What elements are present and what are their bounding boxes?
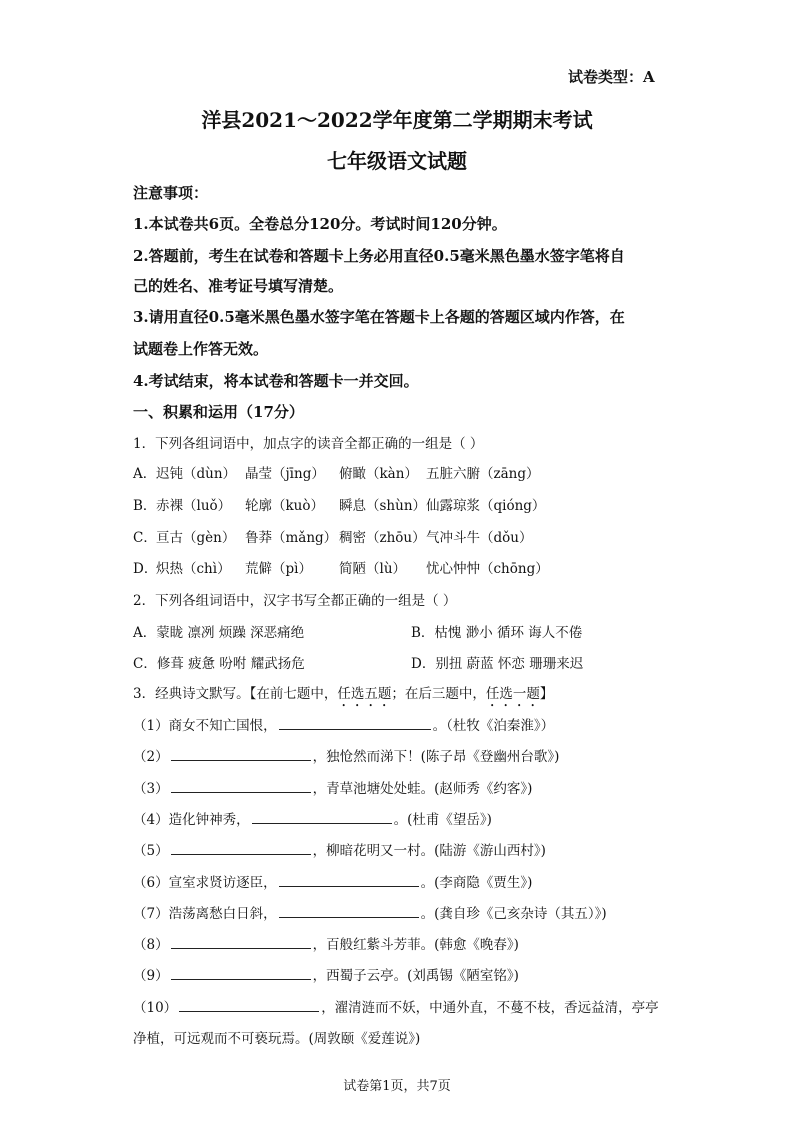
q3-line-1-text-b: 。（杜牧《泊秦淮》） [432, 718, 555, 734]
q1-option-d-word4: 忧心忡忡（chōng） [426, 561, 549, 577]
q3-line-2-text-b: ，独怆然而涕下！(陈子昂《登幽州台歌》) [312, 749, 560, 765]
q3-line-2-text-a: （2） [133, 749, 169, 765]
q1-option-a-label: A． [133, 466, 157, 482]
q3-line-3 [133, 777, 532, 797]
notice-heading: 注意事项： [133, 184, 209, 202]
q3-line-6-text-b: 。(李商隐《贾生》) [420, 875, 533, 891]
q3-line-5-text-a: （5） [133, 843, 169, 859]
q3-line-4 [133, 808, 492, 828]
q3-line-2 [133, 745, 559, 765]
q1-option-c-word3: 稠密（zhōu） [339, 530, 426, 546]
q3-line-8-text-a: （8） [133, 937, 169, 953]
q3-line-1 [133, 714, 554, 734]
q3-line-6 [133, 871, 532, 891]
notice-item-3b: 试题卷上作答无效。 [133, 340, 269, 358]
q3-line-9 [133, 964, 519, 984]
answer-blank[interactable] [171, 778, 311, 793]
q1-option-d-word3: 简陋（lù） [339, 561, 407, 577]
q3-line-10 [133, 996, 659, 1016]
q3-line-7-text-b: 。(龚自珍《己亥杂诗（其五）》) [420, 906, 607, 922]
q1-option-c [133, 526, 533, 546]
paper-type-label: 试卷类型：A [568, 68, 655, 86]
q1-option-b-word1: 赤裸（luǒ） [156, 498, 232, 514]
q3-line-10-cont: 净植，可远观而不可亵玩焉。(周敦颐《爱莲说》) [133, 1031, 421, 1047]
section-heading: 一、积累和运用（17分） [133, 403, 304, 421]
q3-line-1-text-a: （1）商女不知亡国恨， [133, 718, 277, 734]
q1-option-b-word4: 仙露琼浆（qióng） [426, 498, 546, 514]
q3-line-4-text-a: （4）造化钟神秀， [133, 812, 250, 828]
q3-line-3-text-b: ，青草池塘处处蛙。(赵师秀《约客》) [312, 781, 533, 797]
q2-option-d: D．别扭 蔚蓝 怀恋 珊珊来迟 [411, 656, 584, 672]
q1-option-c-word4: 气冲斗牛（dǒu） [426, 530, 533, 546]
exam-title: 洋县2021～2022学年度第二学期期末考试 [201, 108, 593, 132]
q1-option-d-word1: 炽热（chì） [156, 561, 231, 577]
q1-option-b-label: B． [133, 498, 157, 514]
q1-option-a-word3: 俯瞰（kàn） [339, 466, 418, 482]
answer-blank[interactable] [279, 872, 419, 887]
q3-line-7 [133, 902, 607, 922]
q3-line-5 [133, 839, 546, 859]
q2-stem: 2．下列各组词语中，汉字书写全都正确的一组是（ ） [133, 593, 457, 609]
q3-line-7-text-a: （7）浩荡离愁白日斜， [133, 906, 277, 922]
q1-option-a-word1: 迟钝（dùn） [156, 466, 237, 482]
q3-line-6-text-a: （6）宣室求贤访逐臣， [133, 875, 277, 891]
answer-blank[interactable] [279, 715, 431, 730]
q2-option-b: B．枯愧 渺小 循环 诲人不倦 [411, 625, 583, 641]
q3-stem-pre: 3．经典诗文默写。【在前七题中， [133, 686, 338, 702]
q1-stem: 1．下列各组词语中，加点字的读音全都正确的一组是（ ） [133, 436, 484, 452]
q3-stem [133, 682, 553, 710]
q3-emphasis-2: 任选一题 [485, 686, 540, 702]
q1-option-d-label: D． [133, 561, 158, 577]
answer-blank[interactable] [171, 746, 311, 761]
q1-option-c-word2: 鲁莽（mǎng） [245, 530, 338, 546]
q1-option-b-word2: 轮廓（kuò） [245, 498, 325, 514]
notice-item-3a: 3.请用直径0.5毫米黑色墨水签字笔在答题卡上各题的答题区域内作答，在 [133, 308, 625, 326]
q3-line-9-text-b: ，西蜀子云亭。(刘禹锡《陋室铭》) [312, 968, 519, 984]
answer-blank[interactable] [279, 903, 419, 918]
q3-line-5-text-b: ，柳暗花明又一村。(陆游《游山西村》) [312, 843, 546, 859]
q1-option-c-label: C． [133, 530, 157, 546]
answer-blank[interactable] [171, 934, 311, 949]
q3-line-8-text-b: ，百般红紫斗芳菲。(韩愈《晚春》) [312, 937, 519, 953]
q3-line-3-text-a: （3） [133, 781, 169, 797]
answer-blank[interactable] [171, 965, 311, 980]
q1-option-d-word2: 荒僻（pì） [245, 561, 312, 577]
q1-option-a-word2: 晶莹（jīng） [245, 466, 325, 482]
notice-item-4: 4.考试结束，将本试卷和答题卡一并交回。 [133, 372, 419, 390]
q1-option-d [133, 557, 549, 577]
q1-option-b [133, 494, 546, 514]
q3-stem-post: 】 [539, 686, 554, 702]
q3-line-9-text-a: （9） [133, 968, 169, 984]
q1-option-a [133, 462, 540, 482]
notice-item-2a: 2.答题前，考生在试卷和答题卡上务必用直径0.5毫米黑色墨水签字笔将自 [133, 247, 625, 265]
exam-subtitle: 七年级语文试题 [327, 149, 467, 173]
notice-item-2b: 己的姓名、准考证号填写清楚。 [133, 277, 344, 295]
answer-blank[interactable] [171, 840, 311, 855]
q3-line-10-text-a: （10） [133, 1000, 178, 1016]
q3-line-4-text-b: 。(杜甫《望岳》) [393, 812, 492, 828]
q2-option-c: C．修葺 疲惫 吩咐 耀武扬危 [133, 656, 305, 672]
page-footer: 试卷第1页，共7页 [343, 1079, 451, 1094]
q3-line-8 [133, 933, 519, 953]
notice-item-1: 1.本试卷共6页。全卷总分120分。考试时间120分钟。 [133, 215, 507, 233]
q1-option-a-word4: 五脏六腑（zāng） [426, 466, 540, 482]
q3-line-10-text-b: ，濯清涟而不妖，中通外直，不蔓不枝，香远益清，亭亭 [321, 1000, 659, 1016]
q3-emphasis-1: 任选五题 [337, 686, 392, 702]
answer-blank[interactable] [252, 809, 392, 824]
q2-option-a: A．蒙眬 凛冽 烦躁 深恶痛绝 [133, 625, 305, 641]
answer-blank[interactable] [179, 997, 319, 1012]
q1-option-c-word1: 亘古（gèn） [156, 530, 236, 546]
q1-option-b-word3: 瞬息（shùn） [339, 498, 427, 514]
q3-stem-mid: ；在后三题中， [391, 686, 486, 702]
